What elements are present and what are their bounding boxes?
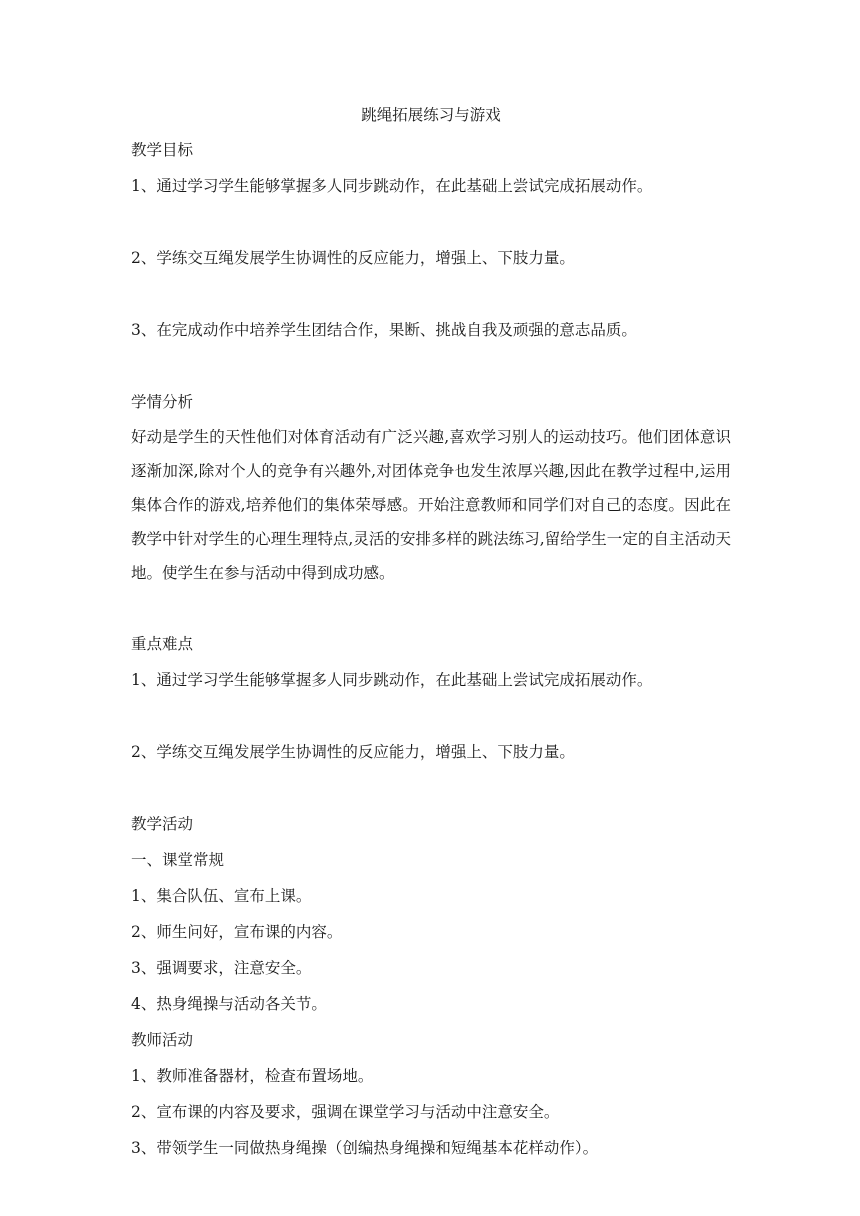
teacher-activities-heading: 教师活动 bbox=[131, 1031, 194, 1049]
teacher-item-2: 2、宣布课的内容及要求，强调在课堂学习与活动中注意安全。 bbox=[131, 1103, 560, 1121]
document-title: 跳绳拓展练习与游戏 bbox=[361, 106, 501, 124]
document-body bbox=[131, 103, 731, 1172]
objective-item-2: 2、学练交互绳发展学生协调性的反应能力，增强上、下肢力量。 bbox=[131, 249, 575, 267]
teacher-item-3: 3、带领学生一同做热身绳操（创编热身绳操和短绳基本花样动作）。 bbox=[131, 1139, 599, 1157]
key-point-item-1: 1、通过学习学生能够掌握多人同步跳动作，在此基础上尝试完成拓展动作。 bbox=[131, 671, 653, 689]
activity-item-4: 4、热身绳操与活动各关节。 bbox=[131, 995, 327, 1013]
activity-item-2: 2、师生问好，宣布课的内容。 bbox=[131, 923, 343, 941]
key-point-item-2: 2、学练交互绳发展学生协调性的反应能力，增强上、下肢力量。 bbox=[131, 743, 575, 761]
activity-item-3: 3、强调要求，注意安全。 bbox=[131, 959, 312, 977]
analysis-paragraph: 好动是学生的天性他们对体育活动有广泛兴趣,喜欢学习别人的运动技巧。他们团体意识逐渐加深,除对个人的竞争有兴趣外,对团体竞争也发生浓厚兴趣,因此在教学过程中,运用集体合作的游戏,培养他们的集体荣辱感。开始注意教师和同学们对自己的态度。因此在教学中针对学生的心理生理特点,灵活的安排多样的跳法练习,留给学生一定的自主活动天地。使学生在参与活动中得到成功感。 bbox=[131, 428, 731, 582]
objectives-heading: 教学目标 bbox=[131, 141, 194, 159]
teacher-item-1: 1、教师准备器材，检查布置场地。 bbox=[131, 1067, 374, 1085]
objective-item-3: 3、在完成动作中培养学生团结合作，果断、挑战自我及顽强的意志品质。 bbox=[131, 321, 637, 339]
objective-item-1: 1、通过学习学生能够掌握多人同步跳动作，在此基础上尝试完成拓展动作。 bbox=[131, 177, 653, 195]
activities-subheading: 一、课堂常规 bbox=[131, 851, 225, 869]
key-points-heading: 重点难点 bbox=[131, 635, 194, 653]
activity-item-1: 1、集合队伍、宣布上课。 bbox=[131, 887, 312, 905]
activities-heading: 教学活动 bbox=[131, 815, 194, 833]
analysis-heading: 学情分析 bbox=[131, 393, 194, 411]
